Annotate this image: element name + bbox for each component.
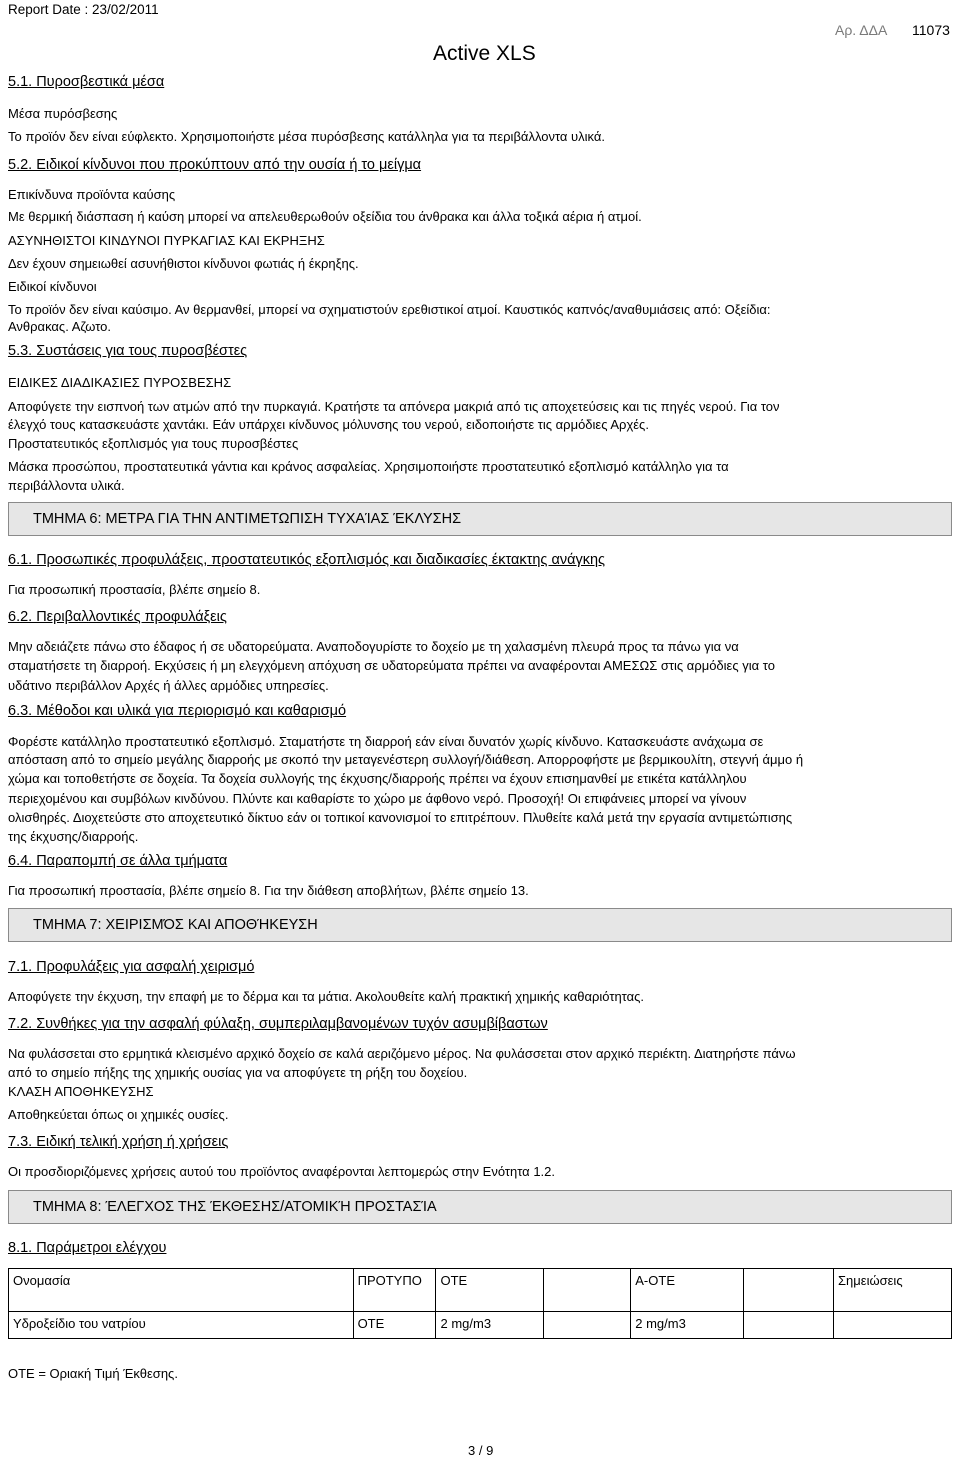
s6-3-line-6: της έκχυσης/διαρροής. [8, 829, 139, 844]
s5-3-label-2: Προστατευτικός εξοπλισμός για τους πυροσβέστες [8, 436, 299, 451]
s5-3-text-1-line-1: Αποφύγετε την εισπνοή των ατμών από την πυρκαγιά. Κρατήστε τα απόνερα μακριά από τις αποχετεύσεις και τις πηγές νερού. Για τον [8, 399, 780, 414]
s5-2-text-3-line-1: Το προϊόν δεν είναι καύσιμο. Αν θερμανθεί, μπορεί να σχηματιστούν ερεθιστικοί ατμοί. Καυστικός καπνός/αναθυμιάσεις από: Οξείδια: [8, 302, 771, 317]
section-5-2-title: 5.2. Ειδικοί κίνδυνοι που προκύπτουν από την ουσία ή το μείγμα [8, 157, 422, 173]
section-6-3-title: 6.3. Μέθοδοι και υλικά για περιορισμό και καθαρισμό [8, 703, 347, 719]
s5-3-text-2-line-2: περιβάλλοντα υλικά. [8, 478, 125, 493]
section-8-banner-title: ΤΜΗΜΑ 8: ΈΛΕΓΧΟΣ ΤΗΣ ΈΚΘΕΣΗΣ/ΑΤΟΜΙΚΉ ΠΡΟΣΤΑΣΊΑ [33, 1199, 437, 1215]
table-cell [744, 1312, 834, 1339]
s7-2-text: Αποθηκεύεται όπως οι χημικές ουσίες. [8, 1107, 229, 1122]
table-cell: 2 mg/m3 [436, 1312, 544, 1339]
s7-2-label: ΚΛΑΣΗ ΑΠΟΘΗΚΕΥΣΗΣ [8, 1084, 154, 1099]
table-cell [544, 1312, 631, 1339]
s5-2-text-2: Δεν έχουν σημειωθεί ασυνήθιστοι κίνδυνοι φωτιάς ή έκρηξης. [8, 256, 359, 271]
s6-3-line-3: χώμα και τοποθετήστε σε δοχεία. Τα δοχεία συλλογής της έκχυσης/διαρροής πρέπει να έχουν επισημανθεί με ετικέτα κατάλληλου [8, 771, 747, 786]
report-date: Report Date : 23/02/2011 [8, 2, 159, 17]
section-6-banner-title: ΤΜΗΜΑ 6: ΜΕΤΡΑ ΓΙΑ ΤΗΝ ΑΝΤΙΜΕΤΩΠΙΣΗ ΤΥΧΑΊΑΣ ΈΚΛΥΣΗΣ [33, 511, 462, 527]
s7-2-line-2: από το σημείο πήξης της χημικής ουσίας για να αποφύγετε τη ρήξη του δοχείου. [8, 1065, 468, 1080]
s6-2-line-1: Μην αδειάζετε πάνω στο έδαφος ή σε υδατορεύματα. Αναποδογυρίστε το δοχείο με τη χαλασμένη πλευρά προς τα πάνω για να [8, 639, 739, 654]
s6-1-text: Για προσωπική προστασία, βλέπε σημείο 8. [8, 582, 261, 597]
s6-2-line-2: σταματήσετε τη διαρροή. Εκχύσεις ή μη ελεγχόμενη απόχυση σε υδατορεύματα πρέπει να αναφέρονται ΑΜΕΣΩΣ στις αρμόδιες για το [8, 658, 775, 673]
doc-number-label: Αρ. ΔΔΑ [835, 22, 888, 38]
s5-1-label: Μέσα πυρόσβεσης [8, 106, 118, 121]
section-7-banner [8, 908, 952, 942]
exposure-limits-table [8, 1268, 952, 1339]
table-cell: ΟΤΕ [353, 1312, 436, 1339]
table-header-cell: Α-ΟΤΕ [631, 1269, 744, 1312]
s7-2-line-1: Να φυλάσσεται στο ερμητικά κλεισμένο αρχικό δοχείο σε καλά αεριζόμενο μέρος. Να φυλάσσεται στον αρχικό περιέκτη. Διατηρήστε πάνω [8, 1046, 796, 1061]
section-7-2-title: 7.2. Συνθήκες για την ασφαλή φύλαξη, συμπεριλαμβανομένων τυχόν ασυμβίβαστων [8, 1016, 548, 1032]
s5-3-text-1-line-2: έλεγχό τους κατασκευάστε χαντάκι. Εάν υπάρχει κίνδυνος μόλυνσης του νερού, ειδοποιήστε τις αρμόδιες Αρχές. [8, 417, 649, 432]
table-cell: Υδροξείδιο του νατρίου [9, 1312, 354, 1339]
s6-3-line-2: απόσταση από το σημείο μεγάλης διαρροής με σκοπό την μεταγενέστερη συλλογή/διάθεση. Απορροφήστε με βερμικουλίτη, στεγνή άμμο ή [8, 752, 804, 767]
product-name: Active XLS [433, 42, 536, 65]
section-8-banner [8, 1190, 952, 1224]
s7-3-text: Οι προσδιοριζόμενες χρήσεις αυτού του προϊόντος αναφέρονται λεπτομερώς στην Ενότητα 1.2. [8, 1164, 555, 1179]
table-header-cell: Ονομασία [9, 1269, 354, 1312]
table-header-row [9, 1269, 952, 1312]
page-number: 3 / 9 [468, 1443, 494, 1458]
s6-3-line-1: Φορέστε κατάλληλο προστατευτικό εξοπλισμό. Σταματήστε τη διαρροή εάν είναι δυνατόν χωρίς κίνδυνο. Κατασκευάστε ανάχωμα σε [8, 734, 764, 749]
table-header-cell: Σημειώσεις [834, 1269, 952, 1312]
table-footnote: ΟΤΕ = Οριακή Τιμή Έκθεσης. [8, 1366, 178, 1381]
section-5-1-title: 5.1. Πυροσβεστικά μέσα [8, 74, 165, 90]
s5-2-label-2: ΑΣΥΝΗΘΙΣΤΟΙ ΚΙΝΔΥΝΟΙ ΠΥΡΚΑΓΙΑΣ ΚΑΙ ΕΚΡΗΞΗΣ [8, 233, 325, 248]
s5-3-label-1: ΕΙΔΙΚΕΣ ΔΙΑΔΙΚΑΣΙΕΣ ΠΥΡΟΣΒΕΣΗΣ [8, 375, 232, 390]
s7-1-text: Αποφύγετε την έκχυση, την επαφή με το δέρμα και τα μάτια. Ακολουθείτε καλή πρακτική χημικής καθαριότητας. [8, 989, 645, 1004]
section-6-2-title: 6.2. Περιβαλλοντικές προφυλάξεις [8, 609, 227, 625]
table-header-cell [544, 1269, 631, 1312]
section-6-1-title: 6.1. Προσωπικές προφυλάξεις, προστατευτικός εξοπλισμός και διαδικασίες έκτακτης ανάγκης [8, 552, 606, 568]
s5-2-text-3-line-2: Ανθρακας. Αζωτο. [8, 319, 111, 334]
table-header-cell [744, 1269, 834, 1312]
table-cell: 2 mg/m3 [631, 1312, 744, 1339]
s6-3-line-4: περιεχομένου και συμβόλων κινδύνου. Πλύντε και καθαρίστε το χώρο με άφθονο νερό. Προσοχή! Οι επιφάνειες μπορεί να γίνουν [8, 791, 747, 806]
s5-1-text: Το προϊόν δεν είναι εύφλεκτο. Χρησιμοποιήστε μέσα πυρόσβεσης κατάλληλα για τα περιβάλλοντα υλικά. [8, 129, 606, 144]
section-7-banner-title: ΤΜΗΜΑ 7: ΧΕΙΡΙΣΜΌΣ ΚΑΙ ΑΠΟΘΉΚΕΥΣΗ [33, 917, 318, 933]
section-7-1-title: 7.1. Προφυλάξεις για ασφαλή χειρισμό [8, 959, 255, 975]
table-row [9, 1312, 952, 1339]
s5-2-label-1: Επικίνδυνα προϊόντα καύσης [8, 187, 176, 202]
s6-4-text: Για προσωπική προστασία, βλέπε σημείο 8. Για την διάθεση αποβλήτων, βλέπε σημείο 13. [8, 883, 529, 898]
s5-2-label-3: Ειδικοί κίνδυνοι [8, 279, 97, 294]
s5-3-text-2-line-1: Μάσκα προσώπου, προστατευτικά γάντια και κράνος ασφαλείας. Χρησιμοποιήστε προστατευτικό εξοπλισμό κατάλληλο για τα [8, 459, 729, 474]
section-6-4-title: 6.4. Παραπομπή σε άλλα τμήματα [8, 853, 228, 869]
table-cell [834, 1312, 952, 1339]
section-7-3-title: 7.3. Ειδική τελική χρήση ή χρήσεις [8, 1134, 229, 1150]
section-5-3-title: 5.3. Συστάσεις για τους πυροσβέστες [8, 343, 248, 359]
section-8-1-title: 8.1. Παράμετροι ελέγχου [8, 1240, 167, 1256]
table-header-cell: ΠΡΟΤΥΠΟ [353, 1269, 436, 1312]
s5-2-text-1: Με θερμική διάσπαση ή καύση μπορεί να απελευθερωθούν οξείδια του άνθρακα και άλλα τοξικά αέρια ή ατμοί. [8, 209, 642, 224]
doc-number: 11073 [912, 22, 950, 38]
s6-2-line-3: υδάτινο περιβάλλον Αρχές ή άλλες αρμόδιες υπηρεσίες. [8, 678, 329, 693]
s6-3-line-5: ολισθηρές. Διοχετεύστε στο αποχετευτικό δίκτυο εάν οι τοπικοί κανονισμοί το επιτρέπουν. Πλυθείτε καλά μετά την εργασία αντιμετώπισης [8, 810, 793, 825]
table-header-cell: ΟΤΕ [436, 1269, 544, 1312]
section-6-banner [8, 502, 952, 536]
